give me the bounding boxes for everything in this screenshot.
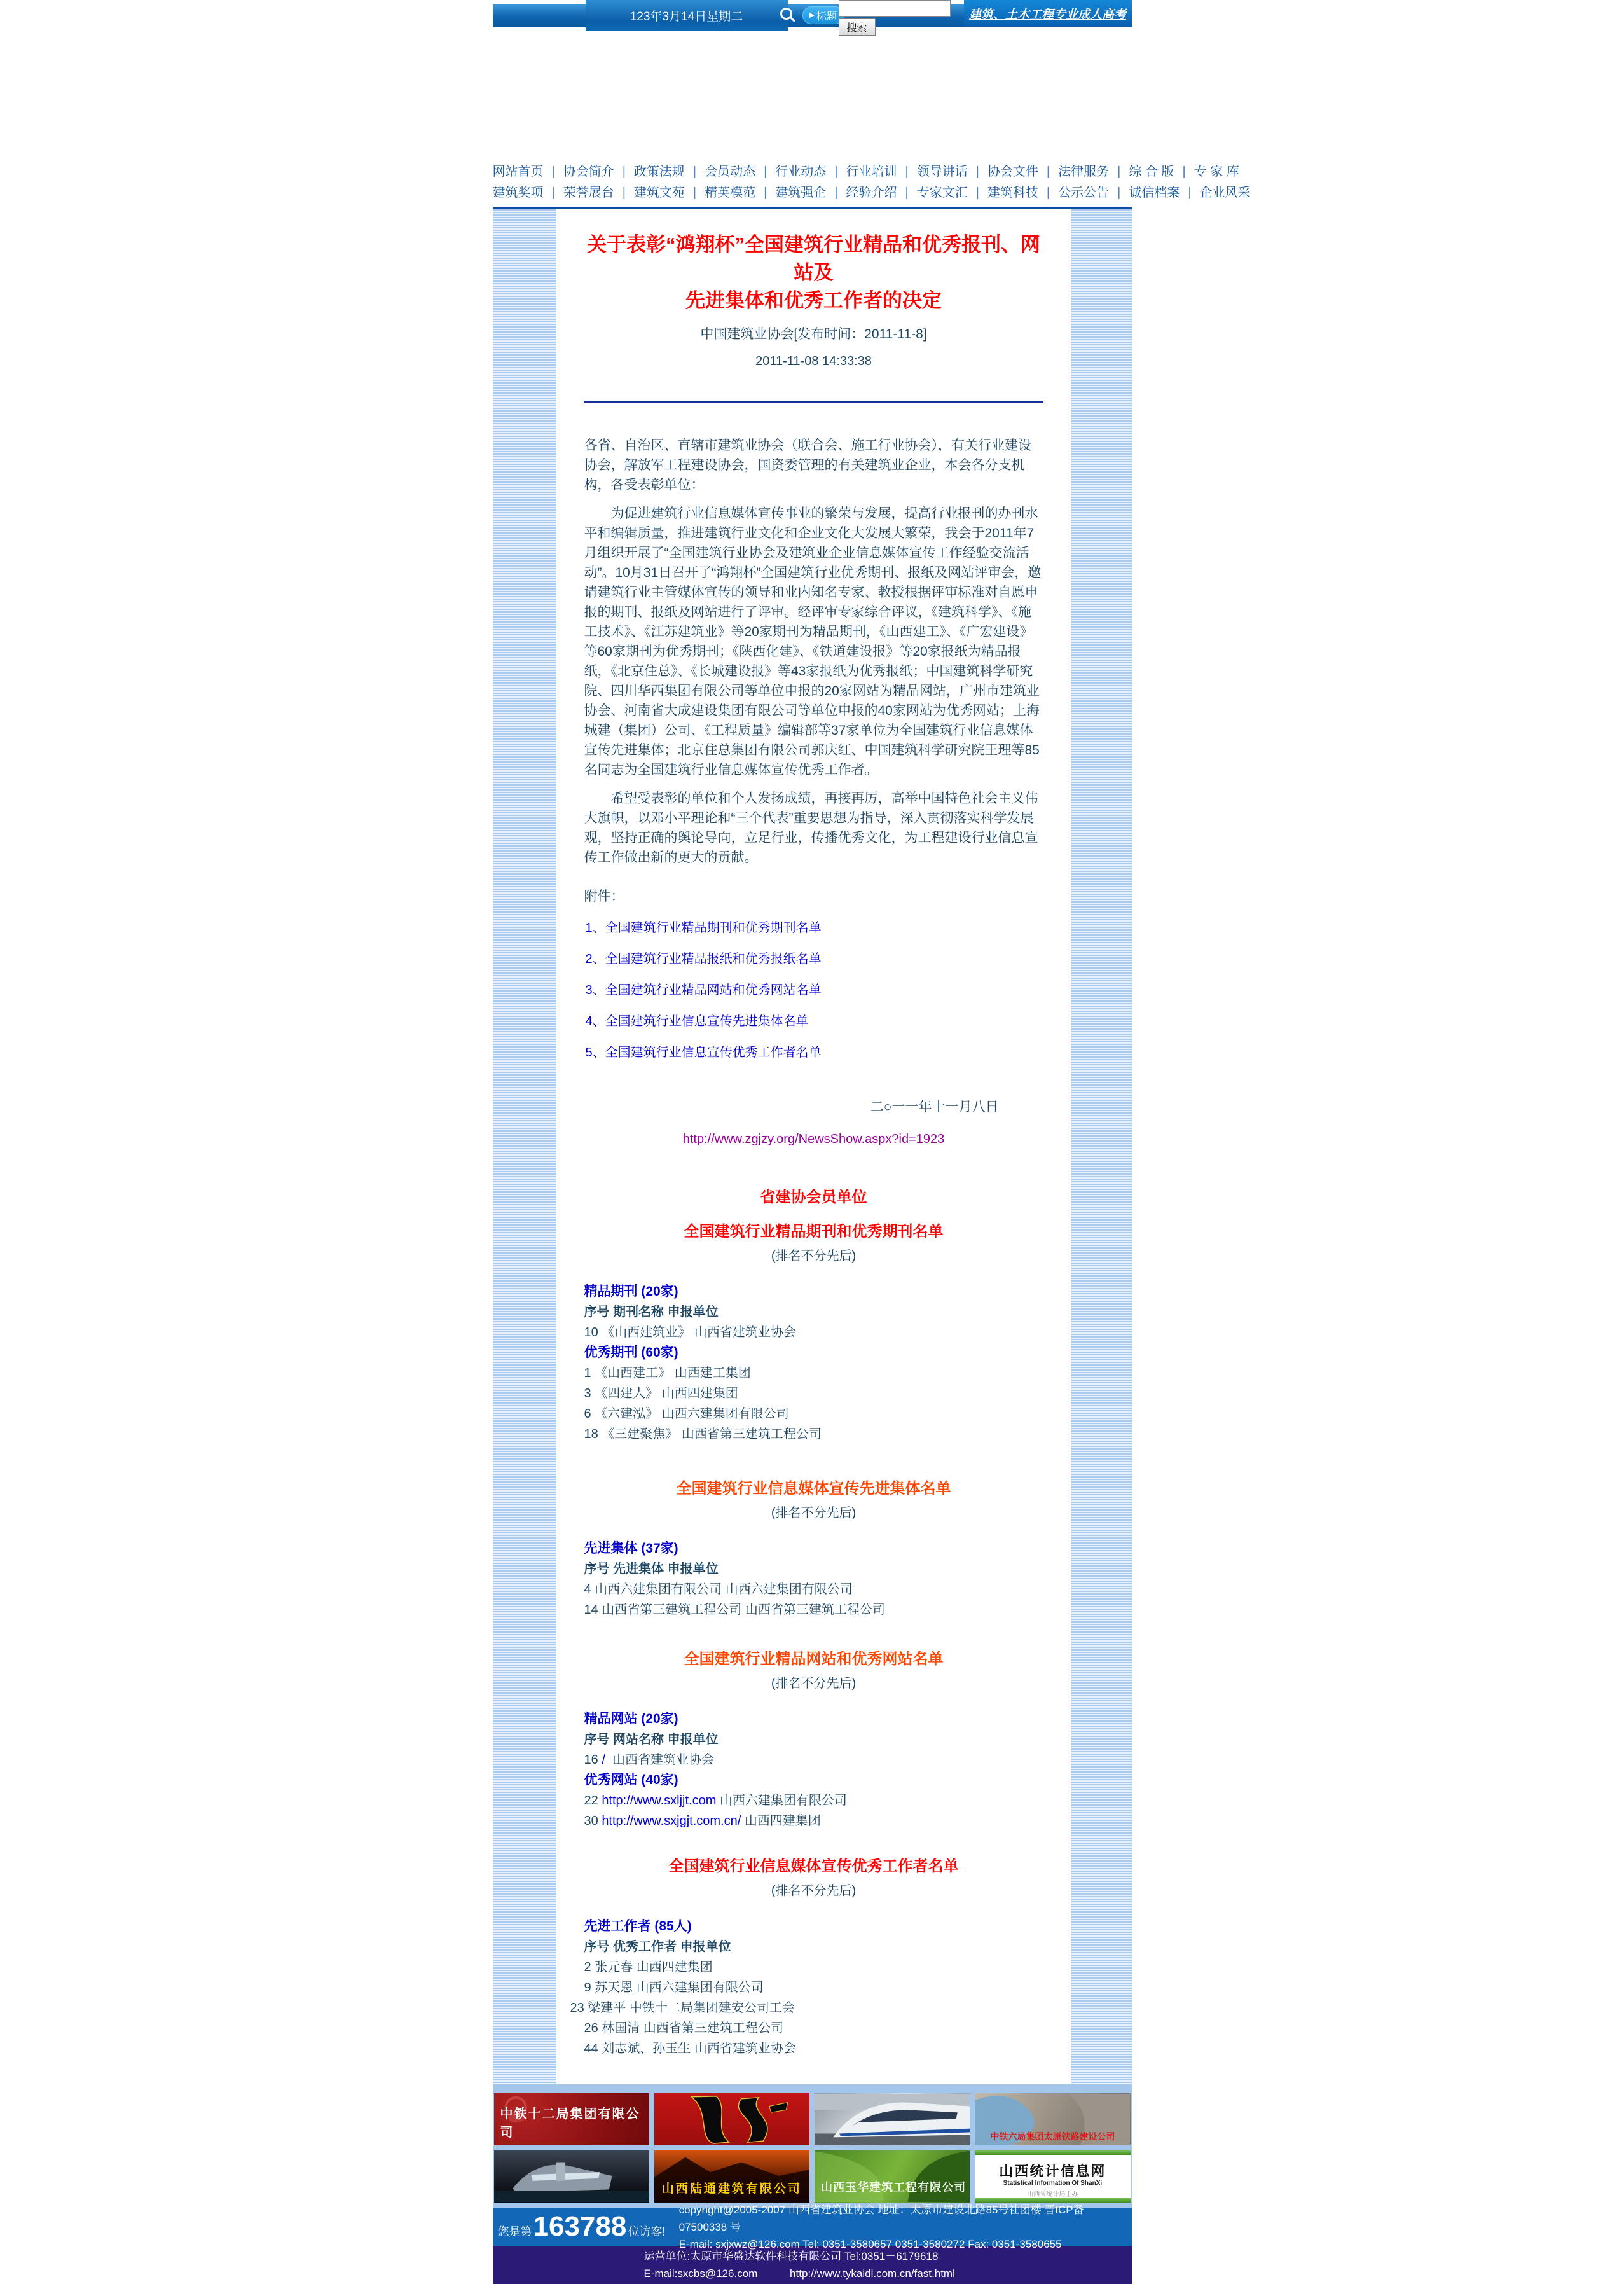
nav-row-2 [492,183,1251,204]
attachment-link-2[interactable]: 2、全国建筑行业精品报纸和优秀报纸名单 [585,952,822,966]
banner-modern-building-photo[interactable] [494,2150,649,2203]
green-bar-decoration [975,2198,1130,2203]
visitor-counter [493,2213,679,2241]
train-illustration [815,2093,970,2145]
website-link[interactable]: http://www.sxjgjt.com.cn/ [602,1814,741,1828]
paragraph-main: 为促进建筑行业信息媒体宣传事业的繁荣与发展，提高行业报刊的办刊水平和编辑质量，推进建筑行业文化和企业文化大发展大繁荣，我会于2011年7月组织开展了“全国建筑行业协会及建筑业企业信息媒体宣传工作经验交流活动”。10月31日召开了“鸿翔杯”全国建筑行业优秀期刊、报纸及网站评审会，邀请建筑行业主管媒体宣传的领导和业内知名专家、教授根据评审标准对自愿申报的期刊、报纸及网站进行了评审。经评审专家综合评议，《建筑科学》、《施工技术》、《江苏建筑业》等20家期刊为精品期刊，《山西建工》、《广宏建设》等60家期刊为优秀期刊；《陕西化建》、《铁道建设报》等20家报纸为精品报纸，《北京住总》、《长城建设报》等43家报纸为优秀报纸；中国建筑科学研究院、四川华西集团有限公司等单位申报的20家网站为精品网站，广州市建筑业协会、河南省大成建设集团有限公司等单位申报的40家网站为优秀网站；上海城建（集团）公司、《工程质量》编辑部等37家单位为全国建筑行业信息媒体宣传先进集体；北京住总集团有限公司郭庆红、中国建筑科学研究院王理等85名同志为全国建筑行业信息媒体宣传优秀工作者。 [584,506,1042,777]
website-row [584,1790,1043,1811]
gallery-grid [494,2093,1131,2203]
website-row-org: 山西省建筑业协会 [612,1753,714,1767]
journal-row: 6 《六建泓》 山西六建集团有限公司 [584,1407,789,1421]
nav-item-models[interactable]: | 精英模范 [685,186,755,200]
websites-note: (排名不分先后) [771,1677,857,1691]
date-display [586,0,788,31]
nav-item-literature[interactable]: | 建筑文苑 [614,186,685,200]
website-row-org: 山西六建集团有限公司 [719,1794,847,1808]
main-navigation [492,160,1251,207]
nav-item-awards[interactable]: 建筑奖项 [492,186,544,200]
journal-row: 1 《山西建工》 山西建工集团 [584,1366,751,1380]
worker-row: 9 苏天恩 山西六建集团有限公司 [584,1981,764,1995]
nav-item-industry-news[interactable]: | 行业动态 [755,165,826,179]
workers-label: 先进工作者 (85人) [584,1919,692,1934]
attachment-link-3[interactable]: 3、全国建筑行业精品网站和优秀网站名单 [585,983,822,997]
title-divider [584,401,1043,403]
promo-banner-link[interactable] [964,0,1132,27]
calligraphy-glyph [654,2093,809,2145]
partner-banner-gallery [493,2084,1132,2208]
visitor-count: 163788 [533,2211,627,2242]
footer-text-block [679,2201,1132,2253]
search-icon[interactable] [780,8,792,20]
excellent-journals-label: 优秀期刊 (60家) [584,1345,678,1360]
contact-line: E-mail: sxjxwz@126.com Tel: 0351-3580657 0351-3580272 Fax: 0351-3580655 [678,2238,1062,2250]
right-stripe-decoration [1071,209,1132,2084]
collective-row: 14 山西省第三建筑工程公司 山西省第三建筑工程公司 [584,1603,885,1617]
attachment-link-1[interactable]: 1、全国建筑行业精品期刊和优秀期刊名单 [585,921,822,935]
left-stripe-decoration [493,209,556,2084]
copyright-line: copyright@2005-2007 山西省建筑业协会 地址：太原市建设北路85号社团楼 晋ICP备 07500338 号 [678,2203,1084,2233]
source-url-link[interactable]: http://www.zgjzy.org/NewsShow.aspx?id=1923 [682,1132,945,1146]
attachment-link-4[interactable]: 4、全国建筑行业信息宣传先进集体名单 [585,1014,809,1028]
nav-item-enterprise-style[interactable]: | 企业风采 [1180,186,1250,200]
article-body [556,209,1071,2084]
signature-date: 二○一一年十一月八日 [870,1100,999,1114]
website-link[interactable]: http://www.sxljjt.com [602,1794,717,1808]
title-filter-label: 标题 [816,11,837,22]
collectives-label: 先进集体 (37家) [584,1541,678,1556]
banner-china-railway-6th-bureau[interactable] [975,2093,1130,2145]
nav-item-credit-files[interactable]: | 诚信档案 [1109,186,1180,200]
operator-email: E-mail:sxcbs@126.com [643,2267,758,2280]
journal-row: 10 《山西建筑业》 山西省建筑业协会 [584,1325,796,1339]
nav-item-about[interactable]: | 协会简介 [544,165,614,179]
banner-subtitle-en: Statistical Information Of ShanXi [1003,2180,1103,2187]
workers-columns-header: 序号 优秀工作者 申报单位 [584,1940,731,1954]
website-row [584,1811,1043,1831]
arrow-right-icon: ▶ [809,11,815,19]
journals-note: (排名不分先后) [771,1249,857,1263]
nav-item-notices[interactable]: | 公示公告 [1038,186,1109,200]
header-blank-area [493,36,1132,160]
search-input[interactable] [839,0,951,17]
nav-item-strong-firms[interactable]: | 建筑强企 [755,186,826,200]
nav-item-speeches[interactable]: | 领导讲话 [897,165,968,179]
banner-shanxi-statistics-site[interactable] [975,2150,1130,2203]
member-units-heading: 省建协会员单位 [760,1189,867,1206]
green-bar-decoration [975,2150,1130,2155]
worker-row: 23 梁建平 中铁十二局集团建安公司工会 [570,2001,795,2015]
nav-row-1 [492,162,1239,183]
banner-high-speed-train-photo[interactable] [815,2093,970,2145]
visitor-prefix: 您是第 [497,2225,532,2238]
banner-yuhua-construction[interactable] [815,2150,970,2203]
site-page [492,0,1251,2284]
journal-row: 3 《四建人》 山西四建集团 [584,1387,738,1401]
website-link[interactable]: / [602,1753,605,1767]
top-bar [493,0,1132,36]
title-line-1: 关于表彰“鸿翔杯”全国建筑行业精品和优秀报刊、网站及 [587,233,1040,284]
nav-item-home[interactable]: 网站首页 [492,165,544,179]
publish-datetime: 2011-11-08 14:33:38 [755,354,872,368]
attachments-list [584,919,1043,1062]
visitor-suffix: 位访客! [628,2225,666,2238]
premium-websites-label: 精品网站 (20家) [584,1712,678,1726]
website-row-org: 山西四建集团 [744,1814,821,1828]
collectives-heading: 全国建筑行业信息媒体宣传先进集体名单 [676,1480,951,1497]
journals-heading: 全国建筑行业精品期刊和优秀期刊名单 [684,1223,944,1240]
collectives-columns-header: 序号 先进集体 申报单位 [584,1562,719,1576]
worker-row: 44 刘志斌、孙玉生 山西省建筑业协会 [584,2042,796,2056]
paragraph-salutation: 各省、自治区、直辖市建筑业协会（联合会、施工行业协会），有关行业建设协会，解放军工程建设协会，国资委管理的有关建筑业企业，本会各分支机构，各受表彰单位： [584,438,1031,492]
content-area [493,209,1132,2084]
website-row [584,1750,1043,1770]
banner-lutong-construction[interactable] [654,2150,809,2203]
websites-heading: 全国建筑行业精品网站和优秀网站名单 [684,1651,944,1668]
nav-item-expert-articles[interactable]: | 专家文汇 [897,186,968,200]
article-source: 中国建筑业协会[发布时间：2011-11-8] [700,327,927,342]
nav-item-general[interactable]: | 综 合 版 [1109,165,1174,179]
title-filter-button[interactable] [802,6,844,24]
nav-item-honors[interactable]: | 荣誉展台 [544,186,614,200]
nav-item-experts[interactable]: | 专 家 库 [1174,165,1239,179]
title-line-2: 先进集体和优秀工作者的决定 [685,289,942,312]
operator-url-link[interactable]: http://www.tykaidi.com.cn/fast.html [790,2267,955,2280]
nav-item-legal[interactable]: | 法律服务 [1038,165,1109,179]
journal-row: 18 《三建聚焦》 山西省第三建筑工程公司 [584,1427,822,1441]
current-date: 123年3月14日星期二 [630,10,743,24]
banner-label: 中铁十二局集团有限公司 [500,2107,640,2140]
website-row-num: 22 [584,1794,598,1808]
excellent-websites-label: 优秀网站 (40家) [584,1773,678,1787]
search-button[interactable]: 搜索 [839,18,876,36]
nav-item-experience[interactable]: | 经验介绍 [826,186,897,200]
worker-row: 2 张元春 山西四建集团 [584,1960,713,1974]
banner-label: 山西陆通建筑有限公司 [661,2182,802,2196]
banner-label: 中铁六局集团太原铁路建设公司 [990,2131,1115,2142]
banner-label: 山西统计信息网 [999,2163,1106,2179]
page-title [584,231,1043,315]
collectives-note: (排名不分先后) [771,1506,857,1520]
nav-item-documents[interactable]: | 协会文件 [968,165,1038,179]
operator-line: 运营单位:太原市华盛达软件科技有限公司 Tel:0351－6179618 [643,2250,939,2262]
attachments-label: 附件： [584,889,624,904]
operator-contact-line [644,2265,1132,2282]
worker-row: 26 林国清 山西省第三建筑工程公司 [584,2021,783,2035]
nav-item-training[interactable]: | 行业培训 [826,165,897,179]
banner-calligraphy[interactable] [654,2093,809,2145]
websites-columns-header: 序号 网站名称 申报单位 [584,1733,719,1747]
building-illustration [494,2150,649,2203]
footer-info-bar [493,2203,1132,2250]
website-row-num: 30 [584,1814,598,1828]
journals-columns-header: 序号 期刊名称 申报单位 [584,1305,719,1319]
banner-china-railway-12th-bureau[interactable] [494,2093,649,2145]
paragraph-closing: 希望受表彰的单位和个人发扬成绩，再接再厉，高举中国特色社会主义伟大旗帜，以邓小平理论和“三个代表”重要思想为指导，深入贯彻落实科学发展观，坚持正确的舆论导向，立足行业，传播优秀文化，为工程建设行业信息宣传工作做出新的更大的贡献。 [584,791,1038,865]
workers-heading: 全国建筑行业信息媒体宣传优秀工作者名单 [668,1858,959,1875]
nav-item-policy[interactable]: | 政策法规 [614,165,685,179]
promo-banner-text: 建筑、土木工程专业成人高考 [968,8,1126,22]
attachment-link-5[interactable]: 5、全国建筑行业信息宣传优秀工作者名单 [585,1046,822,1060]
website-row-num: 16 [584,1753,598,1767]
banner-label: 山西玉华建筑工程有限公司 [821,2181,967,2194]
nav-item-technology[interactable]: | 建筑科技 [968,186,1038,200]
banner-subtitle-cn: 山西省统计局主办 [1027,2191,1078,2198]
collective-row: 4 山西六建集团有限公司 山西六建集团有限公司 [584,1582,853,1596]
nav-item-members[interactable]: | 会员动态 [685,165,755,179]
workers-note: (排名不分先后) [771,1884,857,1898]
premium-journals-label: 精品期刊 (20家) [584,1284,678,1299]
